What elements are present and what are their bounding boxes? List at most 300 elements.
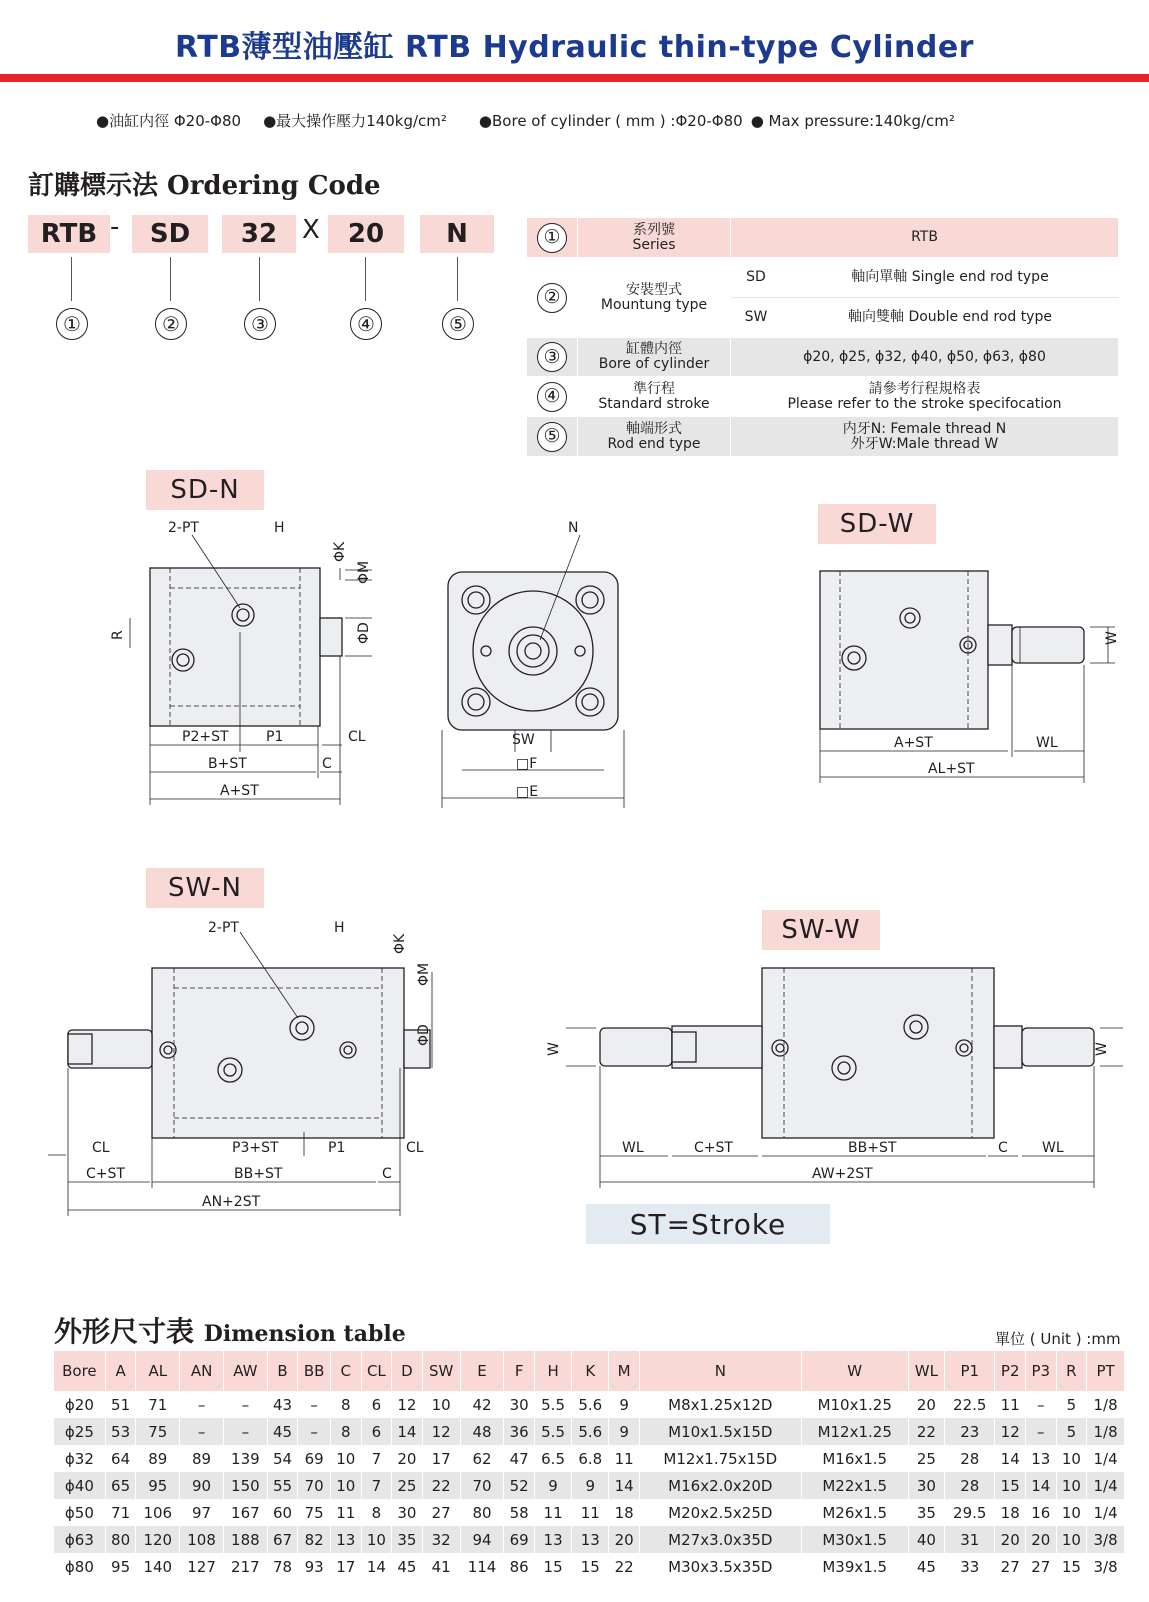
row-number: ⑤ [537,422,567,452]
table-cell: 25 [392,1472,423,1499]
table-cell: 127 [180,1553,224,1580]
label-w: W [1104,631,1120,645]
label-bbst: BB+ST [848,1140,897,1156]
table-cell: 120 [136,1526,180,1553]
option-desc: 軸向雙軸 Double end rod type [782,298,1119,338]
table-cell: 22 [908,1418,944,1445]
table-cell: 36 [504,1418,535,1445]
table-cell: 70 [298,1472,331,1499]
label-sd-n: SD-N [146,470,264,510]
column-header: PT [1087,1351,1125,1391]
label-cl: CL [92,1140,110,1156]
label-bbst: BB+ST [234,1166,283,1182]
table-cell: 7 [361,1445,392,1472]
row-value-en: Please refer to the stroke specifocation [787,395,1062,412]
label-c: C [382,1166,392,1182]
column-header: AL [136,1351,180,1391]
table-cell: M26x1.5 [801,1499,908,1526]
table-cell: 10 [1056,1526,1087,1553]
table-cell: M27x3.0x35D [639,1526,801,1553]
table-cell: 167 [223,1499,267,1526]
marker-1: ① [56,308,88,340]
table-cell: M30x3.5x35D [639,1553,801,1580]
table-cell: 89 [180,1445,224,1472]
table-cell: 45 [392,1553,423,1580]
row-value-1: 内牙N: Female thread N [842,420,1007,437]
ordering-row-series [527,218,1119,258]
label-sw: SW [512,732,535,748]
table-cell: 140 [136,1553,180,1580]
table-cell: 45 [267,1418,298,1445]
table-row [54,1499,1125,1526]
table-cell: – [180,1391,224,1418]
table-cell: 3/8 [1087,1526,1125,1553]
table-cell: 32 [422,1526,460,1553]
column-header: AN [180,1351,224,1391]
table-cell: 1/8 [1087,1418,1125,1445]
table-cell: 108 [180,1526,224,1553]
table-cell: M22x1.5 [801,1472,908,1499]
table-cell: 17 [422,1445,460,1472]
table-cell: 15 [995,1472,1026,1499]
table-cell: 8 [331,1391,362,1418]
row-value-2: 外牙W:Male thread W [850,435,999,452]
sd-n-side-drawing [100,520,390,820]
row-value: RTB [731,218,1119,258]
label-cl: CL [406,1140,424,1156]
table-cell: 5.6 [572,1391,609,1418]
marker-5: ⑤ [442,308,474,340]
label-m: ΦM [356,560,372,584]
code-arrow [457,257,458,301]
ordering-row-rod-end [527,417,1119,457]
table-cell: M16x1.5 [801,1445,908,1472]
column-header: F [504,1351,535,1391]
table-cell: ϕ50 [54,1499,105,1526]
code-arrow [259,257,260,301]
table-cell: 11 [995,1391,1026,1418]
table-cell: 1/4 [1087,1445,1125,1472]
table-cell: 106 [136,1499,180,1526]
code-arrow [365,257,366,301]
table-cell: – [1026,1391,1057,1418]
row-name-cn: 缸體内徑 [626,341,682,357]
table-cell: 3/8 [1087,1553,1125,1580]
row-name-en: Standard stroke [598,395,710,412]
table-cell: 22 [422,1472,460,1499]
code-separator-x: X [302,215,320,245]
table-cell: 30 [908,1472,944,1499]
table-cell: 42 [460,1391,504,1418]
label-an2st: AN+2ST [202,1194,261,1210]
table-cell: 10 [1056,1499,1087,1526]
table-cell: 10 [331,1445,362,1472]
column-header: N [639,1351,801,1391]
label-alst: AL+ST [928,761,975,777]
table-cell: 20 [392,1445,423,1472]
column-header: C [331,1351,362,1391]
spec-bore-en: ●Bore of cylinder ( mm ) :Φ20-Φ80 [478,112,743,130]
label-d: ΦD [356,622,372,644]
table-cell: 75 [298,1499,331,1526]
table-cell: 55 [267,1472,298,1499]
table-cell: 14 [392,1418,423,1445]
table-cell: 6 [361,1418,392,1445]
table-cell: 15 [1056,1553,1087,1580]
table-cell: – [298,1418,331,1445]
table-cell: 14 [609,1472,640,1499]
table-cell: 9 [572,1472,609,1499]
table-cell: 9 [609,1418,640,1445]
label-cl: CL [348,729,366,745]
table-cell: 86 [504,1553,535,1580]
row-value-cn: 請參考行程規格表 [868,380,981,397]
label-bst: B+ST [208,756,247,772]
column-header: E [460,1351,504,1391]
table-cell: 69 [504,1526,535,1553]
ordering-table [526,217,1119,457]
table-cell: 52 [504,1472,535,1499]
label-r: R [110,630,126,640]
option-code: SW [731,298,782,338]
table-cell: 20 [995,1526,1026,1553]
sd-w-side-drawing [810,555,1130,795]
label-m: ΦM [416,962,432,986]
label-pt: 2-PT [208,920,239,936]
column-header: K [572,1351,609,1391]
column-header: P3 [1026,1351,1057,1391]
label-ast: A+ST [894,735,933,751]
table-cell: 13 [534,1526,571,1553]
dimension-table-title [54,1310,406,1350]
column-header: W [801,1351,908,1391]
column-header: WL [908,1351,944,1391]
label-f: □F [516,756,538,772]
table-cell: ϕ80 [54,1553,105,1580]
sw-w-side-drawing [548,960,1128,1200]
table-cell: M10x1.5x15D [639,1418,801,1445]
table-cell: 27 [995,1553,1026,1580]
ordering-row-mount [527,258,1119,298]
ordering-row-stroke [527,377,1119,417]
table-cell: 90 [180,1472,224,1499]
table-cell: 11 [609,1445,640,1472]
table-cell: 65 [105,1472,136,1499]
table-cell: – [298,1391,331,1418]
label-k: ΦK [332,541,348,562]
table-cell: 13 [1026,1445,1057,1472]
table-cell: 10 [1056,1472,1087,1499]
table-cell: M30x1.5 [801,1526,908,1553]
table-cell: 114 [460,1553,504,1580]
table-cell: 28 [945,1472,995,1499]
table-cell: 82 [298,1526,331,1553]
row-value: ϕ20, ϕ25, ϕ32, ϕ40, ϕ50, ϕ63, ϕ80 [731,338,1119,377]
label-cst: C+ST [86,1166,125,1182]
table-cell: 150 [223,1472,267,1499]
table-cell: 14 [1026,1472,1057,1499]
label-sw-w: SW-W [762,910,880,950]
table-cell: 16 [1026,1499,1057,1526]
table-cell: M12x1.25 [801,1418,908,1445]
table-row [54,1553,1125,1580]
row-name-en: Bore of cylinder [598,356,710,372]
table-cell: 217 [223,1553,267,1580]
column-header: Bore [54,1351,105,1391]
column-header: AW [223,1351,267,1391]
label-wl: WL [1036,735,1058,751]
table-cell: 27 [1026,1553,1057,1580]
table-cell: 30 [504,1391,535,1418]
table-cell: 18 [995,1499,1026,1526]
spec-bore-cn: ●油缸内徑 Φ20-Φ80 [96,112,242,130]
table-cell: 188 [223,1526,267,1553]
code-rod-end: N [420,215,494,253]
label-h: H [274,520,285,536]
table-cell: 41 [422,1553,460,1580]
label-k: ΦK [392,933,408,954]
table-cell: 12 [392,1391,423,1418]
code-stroke: 20 [328,215,404,253]
table-cell: 10 [361,1526,392,1553]
label-sd-w: SD-W [818,504,936,544]
column-header: BB [298,1351,331,1391]
table-header-row [54,1351,1125,1391]
table-cell: 35 [392,1526,423,1553]
row-number: ④ [537,382,567,412]
label-c: C [322,756,332,772]
table-cell: 95 [105,1553,136,1580]
option-desc: 軸向單軸 Single end rod type [782,258,1119,298]
table-cell: 58 [504,1499,535,1526]
table-cell: M39x1.5 [801,1553,908,1580]
table-cell: 6 [361,1391,392,1418]
table-cell: 40 [908,1526,944,1553]
table-cell: 28 [945,1445,995,1472]
table-cell: 11 [331,1499,362,1526]
table-cell: 23 [945,1418,995,1445]
table-row [54,1472,1125,1499]
table-cell: – [223,1418,267,1445]
row-name-en: Rod end type [607,435,701,452]
table-cell: ϕ32 [54,1445,105,1472]
unit-label: 單位 ( Unit ) :mm [995,1330,1121,1348]
table-cell: 11 [534,1499,571,1526]
dimension-table [54,1351,1125,1580]
row-name-cn: 安裝型式 [626,281,682,298]
table-cell: 14 [995,1445,1026,1472]
table-cell: 15 [572,1553,609,1580]
table-cell: 51 [105,1391,136,1418]
code-series: RTB [28,215,110,253]
column-header: CL [361,1351,392,1391]
table-cell: 71 [136,1391,180,1418]
table-cell: 5.5 [534,1391,571,1418]
label-wl: WL [622,1140,644,1156]
table-cell: 20 [1026,1526,1057,1553]
table-cell: 5 [1056,1391,1087,1418]
table-cell: 6.5 [534,1445,571,1472]
row-name-cn: 準行程 [633,380,675,397]
row-name-cn: 軸端形式 [626,420,682,437]
front-view-drawing [440,520,630,820]
table-cell: 30 [392,1499,423,1526]
table-row [54,1526,1125,1553]
column-header: H [534,1351,571,1391]
table-cell: 25 [908,1445,944,1472]
table-cell: 89 [136,1445,180,1472]
title-rule [0,74,1149,82]
spec-pressure-cn: ●最大操作壓力140kg/cm² [263,112,447,130]
row-number: ② [537,283,567,313]
table-cell: 22.5 [945,1391,995,1418]
label-sw-n: SW-N [146,868,264,908]
table-cell: 70 [460,1472,504,1499]
table-cell: 13 [331,1526,362,1553]
table-cell: 8 [331,1418,362,1445]
column-header: A [105,1351,136,1391]
label-p2st: P2+ST [182,729,229,745]
marker-4: ④ [350,308,382,340]
label-pt: 2-PT [168,520,199,536]
table-cell: ϕ25 [54,1418,105,1445]
table-cell: 47 [504,1445,535,1472]
table-cell: 93 [298,1553,331,1580]
table-cell: ϕ40 [54,1472,105,1499]
code-arrow [71,257,72,301]
column-header: M [609,1351,640,1391]
table-cell: 20 [908,1391,944,1418]
table-cell: 1/4 [1087,1472,1125,1499]
label-p3st: P3+ST [232,1140,279,1156]
table-cell: 20 [609,1526,640,1553]
table-cell: 27 [422,1499,460,1526]
label-d: ΦD [416,1024,432,1046]
table-cell: 62 [460,1445,504,1472]
label-n: N [568,520,579,536]
table-cell: 75 [136,1418,180,1445]
table-cell: – [1026,1418,1057,1445]
table-cell: 18 [609,1499,640,1526]
dimension-title-cn: 外形尺寸表 [54,1315,195,1348]
marker-3: ③ [244,308,276,340]
table-row [54,1391,1125,1418]
row-name-cn: 系列號 [633,221,675,238]
table-cell: 54 [267,1445,298,1472]
table-cell: M12x1.75x15D [639,1445,801,1472]
table-cell: 67 [267,1526,298,1553]
table-cell: 45 [908,1553,944,1580]
table-cell: 29.5 [945,1499,995,1526]
label-h: H [334,920,345,936]
column-header: B [267,1351,298,1391]
table-cell: 11 [572,1499,609,1526]
table-cell: ϕ20 [54,1391,105,1418]
spec-line [96,110,977,131]
column-header: SW [422,1351,460,1391]
label-wl: WL [1042,1140,1064,1156]
option-code: SD [731,258,782,298]
label-w: W [1094,1042,1110,1056]
stroke-note: ST=Stroke [586,1204,830,1244]
table-cell: 7 [361,1472,392,1499]
column-header: R [1056,1351,1087,1391]
table-row [54,1445,1125,1472]
table-row [54,1418,1125,1445]
page-title: RTB薄型油壓缸 RTB Hydraulic thin-type Cylinder [175,30,974,65]
ordering-row-bore [527,338,1119,377]
code-arrow [170,257,171,301]
label-ast: A+ST [220,783,259,799]
table-cell: 80 [460,1499,504,1526]
table-cell: 139 [223,1445,267,1472]
code-bore: 32 [222,215,296,253]
table-cell: ϕ63 [54,1526,105,1553]
table-cell: 48 [460,1418,504,1445]
table-cell: 35 [908,1499,944,1526]
table-cell: M8x1.25x12D [639,1391,801,1418]
table-cell: 8 [361,1499,392,1526]
table-cell: 6.8 [572,1445,609,1472]
label-p1: P1 [328,1140,346,1156]
table-cell: 43 [267,1391,298,1418]
table-cell: 60 [267,1499,298,1526]
column-header: D [392,1351,423,1391]
table-cell: 5.6 [572,1418,609,1445]
label-e: □E [516,784,539,800]
table-cell: 53 [105,1418,136,1445]
table-cell: 12 [995,1418,1026,1445]
code-separator-dash: - [110,212,120,242]
table-cell: 13 [572,1526,609,1553]
row-name-en: Mountung type [600,296,708,313]
sw-n-side-drawing [40,920,460,1220]
table-cell: 9 [534,1472,571,1499]
row-name-en: Series [632,236,676,253]
ordering-code-title: 訂購標示法 Ordering Code [28,171,381,201]
table-cell: 14 [361,1553,392,1580]
table-cell: 94 [460,1526,504,1553]
table-cell: 1/8 [1087,1391,1125,1418]
table-cell: 95 [136,1472,180,1499]
table-cell: 69 [298,1445,331,1472]
label-cst: C+ST [694,1140,733,1156]
table-cell: 80 [105,1526,136,1553]
table-cell: 22 [609,1553,640,1580]
table-cell: 97 [180,1499,224,1526]
table-cell: 1/4 [1087,1499,1125,1526]
label-p1: P1 [266,729,284,745]
column-header: P1 [945,1351,995,1391]
label-w: W [546,1042,562,1056]
row-number: ① [537,223,567,253]
table-cell: 12 [422,1418,460,1445]
table-cell: 10 [422,1391,460,1418]
table-cell: 5 [1056,1418,1087,1445]
table-cell: 17 [331,1553,362,1580]
table-cell: – [180,1418,224,1445]
code-mount: SD [132,215,208,253]
table-cell: 10 [1056,1445,1087,1472]
table-cell: 5.5 [534,1418,571,1445]
table-cell: 71 [105,1499,136,1526]
table-cell: 9 [609,1391,640,1418]
table-cell: – [223,1391,267,1418]
table-cell: M20x2.5x25D [639,1499,801,1526]
label-aw2st: AW+2ST [812,1166,873,1182]
table-cell: 33 [945,1553,995,1580]
table-cell: 10 [331,1472,362,1499]
